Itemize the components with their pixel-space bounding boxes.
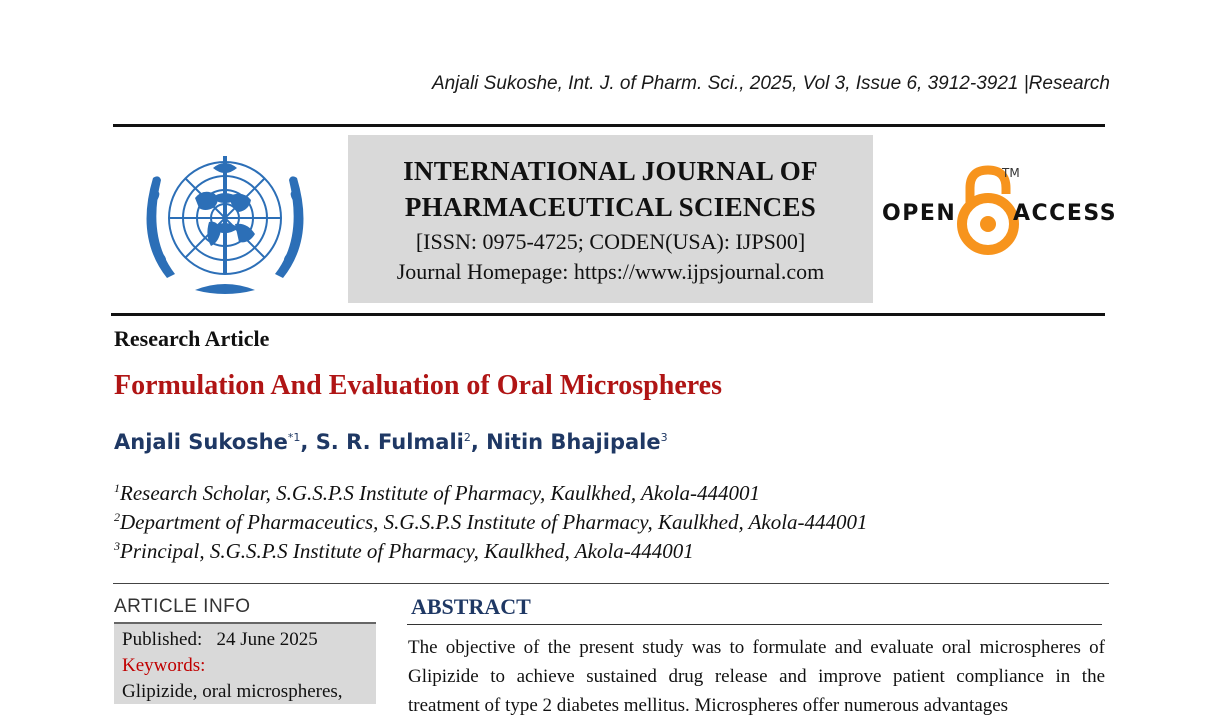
journal-title-line-1: INTERNATIONAL JOURNAL OF — [403, 156, 818, 186]
section-divider — [113, 583, 1109, 584]
published-line — [122, 629, 318, 651]
article-title: Formulation And Evaluation of Oral Microspheres — [114, 370, 722, 401]
author-name: Nitin Bhajipale — [486, 430, 661, 454]
keywords-label: Keywords: — [122, 655, 206, 676]
trademark-mark: TM — [1002, 166, 1020, 180]
open-access-open-text: OPEN — [882, 201, 957, 226]
masthead-bottom-rule — [111, 313, 1105, 316]
article-info-box — [114, 622, 376, 704]
affiliation-number: 1 — [114, 481, 120, 495]
abstract-rule — [407, 624, 1102, 625]
journal-issn: [ISSN: 0975-4725; CODEN(USA): IJPS00] — [415, 229, 806, 254]
author-name: S. R. Fulmali — [315, 430, 464, 454]
affiliation-2 — [114, 510, 868, 535]
journal-title-line-2: PHARMACEUTICAL SCIENCES — [404, 192, 817, 222]
author-list: Anjali Sukoshe$^{*1}$, S. R. Fulmali$^2$, Nitin Bhajipale$^3$ — [114, 430, 668, 454]
affiliation-1 — [114, 481, 760, 506]
affiliation-text: Department of Pharmaceutics, S.G.S.P.S Institute of Pharmacy, Kaulkhed, Akola-444001 — [120, 510, 868, 534]
journal-masthead — [348, 135, 873, 303]
article-info-heading: ARTICLE INFO — [114, 596, 251, 617]
affiliation-3 — [114, 539, 694, 564]
author-mark: 3 — [660, 431, 668, 444]
abstract-heading: ABSTRACT — [411, 594, 531, 619]
author-mark: 2 — [463, 431, 471, 444]
published-date: 24 June 2025 — [216, 629, 318, 650]
published-label: Published: — [122, 629, 203, 650]
running-citation: Anjali Sukoshe, Int. J. of Pharm. Sci., 2025, Vol 3, Issue 6, 3912-3921 |Research — [431, 73, 1110, 94]
open-access-logo — [880, 162, 1118, 254]
article-type: Research Article — [114, 326, 270, 351]
author-name: Anjali Sukoshe — [114, 430, 288, 454]
un-emblem-logo — [125, 138, 325, 308]
top-rule — [113, 124, 1105, 127]
journal-title — [348, 153, 873, 225]
author-mark: *1 — [287, 431, 301, 444]
affiliation-text: Research Scholar, S.G.S.P.S Institute of Pharmacy, Kaulkhed, Akola-444001 — [120, 481, 761, 505]
affiliation-number: 3 — [114, 539, 120, 553]
affiliation-number: 2 — [114, 510, 120, 524]
journal-homepage: Journal Homepage: https://www.ijpsjournal.com — [396, 259, 825, 284]
affiliation-text: Principal, S.G.S.P.S Institute of Pharmacy, Kaulkhed, Akola-444001 — [120, 539, 694, 563]
open-access-access-text: ACCESS — [1013, 201, 1118, 226]
abstract-text: The objective of the present study was to formulate and evaluate oral microspheres of Glipizide to achieve sustained drug release and improve patient compliance in the treatment of type 2 diabetes mellitus. Microspheres offer numerous advantages — [408, 637, 1105, 716]
keywords-text: Glipizide, oral microspheres, — [122, 681, 343, 702]
